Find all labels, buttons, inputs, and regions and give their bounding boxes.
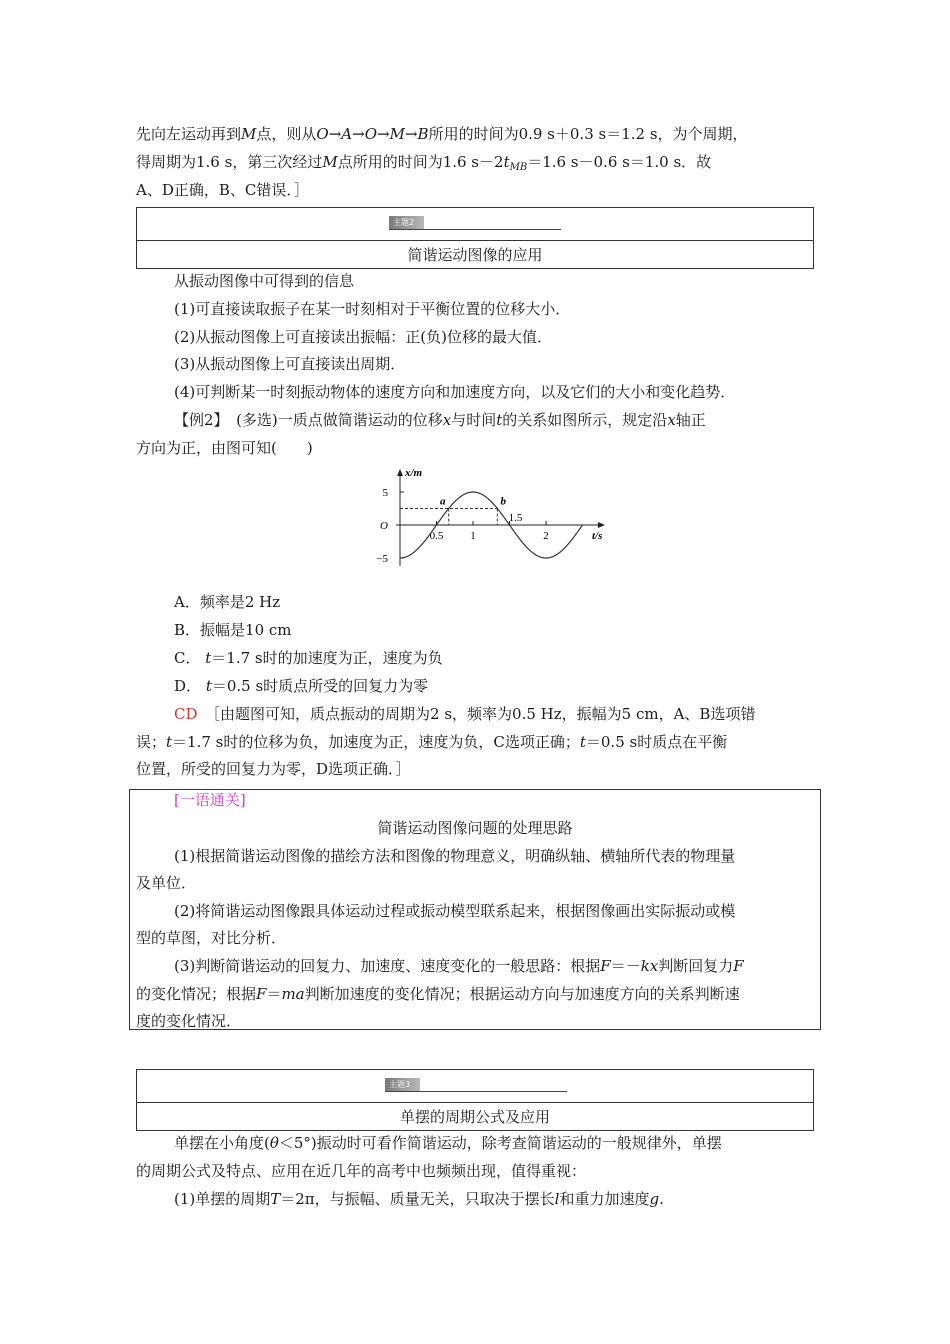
- text: 所用的时间为0.9 s＋0.3 s＝1.2 s，为个周期，: [428, 125, 748, 143]
- topic-2-tag: 主题2: [389, 216, 424, 230]
- arrow-right-icon: →: [377, 125, 390, 143]
- var-T: T: [270, 1190, 281, 1208]
- info-item: (1)可直接读取振子在某一时刻相对于平衡位置的位移大小．: [174, 300, 571, 318]
- option-letter: D．: [174, 677, 202, 695]
- option-letter: C．: [174, 649, 201, 667]
- text: 轴正: [675, 411, 706, 429]
- text: (3)判断简谐运动的回复力、加速度、速度变化的一般思路：根据: [174, 957, 601, 975]
- summary-point: 及单位．: [136, 874, 197, 892]
- var-t: t: [579, 733, 586, 751]
- text: ＝0.5 s时质点在平衡: [585, 733, 728, 751]
- x-tick-label: 2: [543, 530, 549, 542]
- summary-title: 简谐运动图像问题的处理思路: [377, 819, 573, 837]
- text: 和重力加速度: [559, 1190, 650, 1208]
- text: (1)单摆的周期: [174, 1190, 271, 1208]
- summary-point: [136, 984, 740, 1004]
- info-item: (2)从振动图像上可直接读出振幅：正(负)位移的最大值．: [174, 328, 552, 346]
- summary-point: [174, 956, 744, 976]
- text: 点所用的时间为1.6 s－2: [337, 153, 504, 171]
- text: 单摆在小角度(: [174, 1134, 270, 1152]
- arrow-right-icon: →: [328, 125, 342, 143]
- info-item: (4)可判断某一时刻振动物体的速度方向和加速度方向，以及它们的大小和变化趋势．: [174, 383, 736, 401]
- pendulum-line-3: [174, 1189, 664, 1209]
- var-t: t: [503, 153, 510, 171]
- point-label: b: [500, 495, 507, 508]
- example-2-line-2: 方向为正，由图可知( ): [136, 439, 313, 457]
- var-F: F: [733, 957, 744, 975]
- divider: [137, 1102, 813, 1103]
- text: ＝1.7 s时的位移为负，加速度为正，速度为负，C选项正确；: [172, 733, 580, 751]
- option-c: [174, 648, 443, 668]
- subscript-MB: MB: [509, 162, 528, 173]
- y-tick-label: −5: [376, 553, 388, 565]
- x-tick-label: 1.5: [508, 512, 523, 524]
- text: 得周期为1.6 s，第三次经过: [136, 153, 323, 171]
- text: ＝1.6 s－0.6 s＝1.0 s．故: [527, 153, 712, 171]
- topic-2-title: 简谐运动图像的应用: [407, 246, 543, 264]
- example-2-line-1: [174, 410, 706, 430]
- answer: CD: [174, 705, 198, 723]
- summary-point: (1)根据简谐运动图像的描绘方法和图像的物理意义，明确纵轴、横轴所代表的物理量: [174, 847, 736, 865]
- y-axis-arrow: [397, 469, 403, 476]
- option-b: [174, 620, 292, 640]
- y-tick-label: 5: [382, 487, 388, 499]
- text: ＝: [266, 985, 282, 1003]
- var-l: l: [554, 1190, 560, 1208]
- x-axis-label: t/s: [592, 530, 603, 542]
- path-A: A: [341, 125, 353, 143]
- topic-3-tag: 主题3: [385, 1078, 420, 1092]
- pendulum-line-1: [174, 1133, 722, 1153]
- option-d: [174, 676, 428, 696]
- option-letter: A．: [174, 593, 200, 611]
- var-theta: θ: [269, 1134, 279, 1152]
- summary-point: (2)将简谐运动图像跟具体运动过程或振动模型联系起来，根据图像画出实际振动或模: [174, 902, 736, 920]
- option-text: ＝1.7 s时的加速度为正，速度为负: [211, 649, 443, 667]
- var-t: t: [205, 677, 212, 695]
- path-B: B: [417, 125, 429, 143]
- solution-line-1: [174, 704, 755, 724]
- option-text: ＝0.5 s时质点所受的回复力为零: [211, 677, 429, 695]
- text: ＝2π，与振幅、质量无关，只取决于摆长: [280, 1190, 555, 1208]
- info-heading: 从振动图像中可得到的信息: [174, 272, 355, 290]
- displacement-time-graph: [370, 462, 620, 580]
- option-text: 振幅是10 cm: [200, 621, 292, 639]
- option-letter: B．: [174, 621, 201, 639]
- var-kx: kx: [640, 957, 659, 975]
- var-M: M: [322, 153, 338, 171]
- x-tick-label: 0.5: [429, 530, 444, 542]
- y-tick-label: O: [380, 520, 388, 532]
- text: 先向左运动再到: [136, 125, 242, 143]
- path-O: O: [316, 125, 329, 143]
- var-t: t: [166, 733, 173, 751]
- var-x: x: [442, 411, 452, 429]
- var-t: t: [496, 411, 503, 429]
- text: 点，则从: [256, 125, 317, 143]
- topic-2-box: [136, 207, 814, 269]
- text: 的关系如图所示，规定沿: [502, 411, 668, 429]
- y-axis-label: x/m: [405, 467, 423, 479]
- var-M: M: [241, 125, 257, 143]
- example-label: 【例2】: [174, 411, 222, 429]
- info-item: (3)从振动图像上可直接读出周期．: [174, 355, 406, 373]
- path-M: M: [389, 125, 405, 143]
- text: 的变化情况；根据: [136, 985, 257, 1003]
- summary-tag: [一语通关]: [174, 791, 246, 809]
- x-axis-arrow: [598, 522, 605, 528]
- topic-rule: [385, 1091, 567, 1092]
- divider: [137, 240, 813, 241]
- text: 误；: [136, 733, 167, 751]
- text: 判断回复力: [658, 957, 734, 975]
- intro-line-2: [136, 152, 711, 178]
- var-x: x: [667, 411, 676, 429]
- var-F: F: [600, 957, 611, 975]
- arrow-right-icon: →: [352, 125, 365, 143]
- pendulum-line-2: 的周期公式及特点、应用在近几年的高考中也频频出现，值得重视：: [136, 1162, 587, 1180]
- var-ma: ma: [281, 985, 305, 1003]
- summary-point: 度的变化情况．: [136, 1012, 242, 1030]
- path-O: O: [364, 125, 378, 143]
- text: .: [659, 1190, 664, 1208]
- text: (多选)一质点做简谐运动的位移: [236, 411, 443, 429]
- text: ［由题图可知，质点振动的周期为2 s，频率为0.5 Hz，振幅为5 cm，A、B选项错: [212, 705, 756, 723]
- solution-line-3: 位置，所受的回复力为零，D选项正确．］: [136, 760, 411, 778]
- option-a: [174, 592, 280, 612]
- topic-3-box: [136, 1069, 814, 1131]
- text: 与时间: [451, 411, 497, 429]
- arrow-right-icon: →: [404, 125, 418, 143]
- text: 判断加速度的变化情况；根据运动方向与加速度方向的关系判断速: [304, 985, 740, 1003]
- intro-line-3: A、D正确，B、C错误．］: [136, 181, 309, 199]
- text: ＝－: [610, 957, 641, 975]
- text: ＜5°)振动时可看作简谐运动，除考查简谐运动的一般规律外，单摆: [278, 1134, 722, 1152]
- var-t: t: [205, 649, 212, 667]
- summary-point: 型的草图，对比分析．: [136, 929, 287, 947]
- topic-rule: [389, 229, 561, 230]
- x-tick-label: 1: [470, 530, 476, 542]
- var-F: F: [256, 985, 267, 1003]
- solution-line-2: [136, 732, 727, 752]
- option-text: 频率是2 Hz: [199, 593, 281, 611]
- point-label: a: [439, 495, 446, 508]
- intro-line-1: [136, 124, 748, 144]
- topic-3-title: 单摆的周期公式及应用: [399, 1108, 550, 1126]
- var-g: g: [649, 1190, 660, 1208]
